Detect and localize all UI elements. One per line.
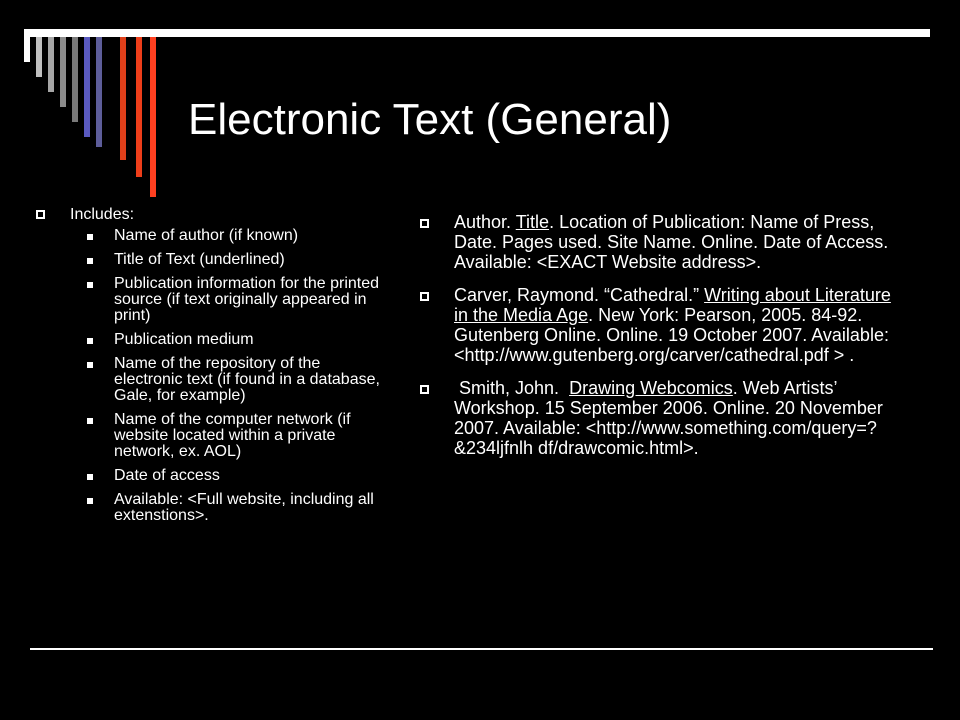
includes-heading: Includes:: [70, 206, 135, 223]
square-bullet-icon: [87, 362, 93, 368]
citation-text: [454, 212, 898, 272]
list-item: [87, 356, 386, 404]
hollow-square-bullet-icon: [420, 292, 429, 301]
citation-underlined-title: Drawing Webcomics: [569, 378, 733, 398]
citation-part: . Web Artists’ Workshop. 15 September 2006. Online. 20 November 2007. Available: <http://www.something.com/query=?&234ljfnlh df/drawcomic.html>.: [454, 378, 888, 458]
list-item-text: Available: <Full website, including all extenstions>.: [114, 491, 374, 524]
list-item: [87, 468, 386, 484]
list-item: [87, 228, 386, 244]
citation-entry: [420, 212, 898, 272]
slide-title: Electronic Text (General): [188, 95, 672, 144]
deco-bar: [36, 37, 42, 77]
deco-bar: [48, 37, 54, 92]
citation-text: [454, 285, 898, 365]
square-bullet-icon: [87, 498, 93, 504]
citation-part: . New York: Pearson, 2005. 84-92. Gutenberg Online. Online. 19 October 2007. Available: <http://www.gutenberg.org/carver/cathedral.pdf > .: [454, 305, 889, 365]
square-bullet-icon: [87, 258, 93, 264]
top-rule: [24, 29, 930, 37]
list-item-text: Date of access: [114, 467, 220, 484]
includes-list: [36, 228, 386, 524]
deco-bar: [120, 37, 126, 160]
deco-bar: [96, 37, 102, 147]
list-item: [87, 276, 386, 324]
hollow-square-bullet-icon: [420, 385, 429, 394]
square-bullet-icon: [87, 418, 93, 424]
deco-bar: [60, 37, 66, 107]
bottom-rule: [30, 648, 933, 650]
list-item: [87, 492, 386, 524]
deco-bar: [72, 37, 78, 122]
square-bullet-icon: [87, 338, 93, 344]
deco-bar: [24, 37, 30, 62]
citation-part: Smith, John.: [454, 378, 570, 398]
hollow-square-bullet-icon: [420, 219, 429, 228]
citation-text: [454, 378, 898, 458]
citation-entry: [420, 378, 898, 458]
includes-heading-row: [36, 205, 386, 224]
list-item: [87, 332, 386, 348]
list-item-text: Title of Text (underlined): [114, 251, 285, 268]
citation-part: Carver, Raymond. “Cathedral.”: [454, 285, 705, 305]
list-item-text: Name of author (if known): [114, 227, 299, 244]
citation-underlined-title: Title: [515, 212, 550, 232]
list-item-text: Publication medium: [114, 331, 254, 348]
hollow-square-bullet-icon: [36, 210, 45, 219]
square-bullet-icon: [87, 474, 93, 480]
deco-bar: [84, 37, 90, 137]
citation-entry: [420, 285, 898, 365]
citation-examples-column: [420, 212, 898, 471]
deco-bar: [136, 37, 142, 177]
square-bullet-icon: [87, 234, 93, 240]
list-item-text: Name of the repository of the electronic text (if found in a database, Gale, for example): [114, 355, 380, 404]
list-item: [87, 412, 386, 460]
citation-part: Author.: [454, 212, 516, 232]
list-item-text: Name of the computer network (if website located within a private network, ex. AOL): [114, 411, 351, 460]
list-item: [87, 252, 386, 268]
square-bullet-icon: [87, 282, 93, 288]
citation-part: . Location of Publication: Name of Press, Date. Pages used. Site Name. Online. Date of Access. Available: <EXACT Website address>.: [454, 212, 889, 272]
deco-bar: [150, 37, 156, 197]
list-item-text: Publication information for the printed source (if text originally appeared in print): [114, 275, 380, 324]
includes-column: [36, 205, 386, 532]
citation-underlined-title: Writing about Literature in the Media Age: [454, 285, 891, 325]
